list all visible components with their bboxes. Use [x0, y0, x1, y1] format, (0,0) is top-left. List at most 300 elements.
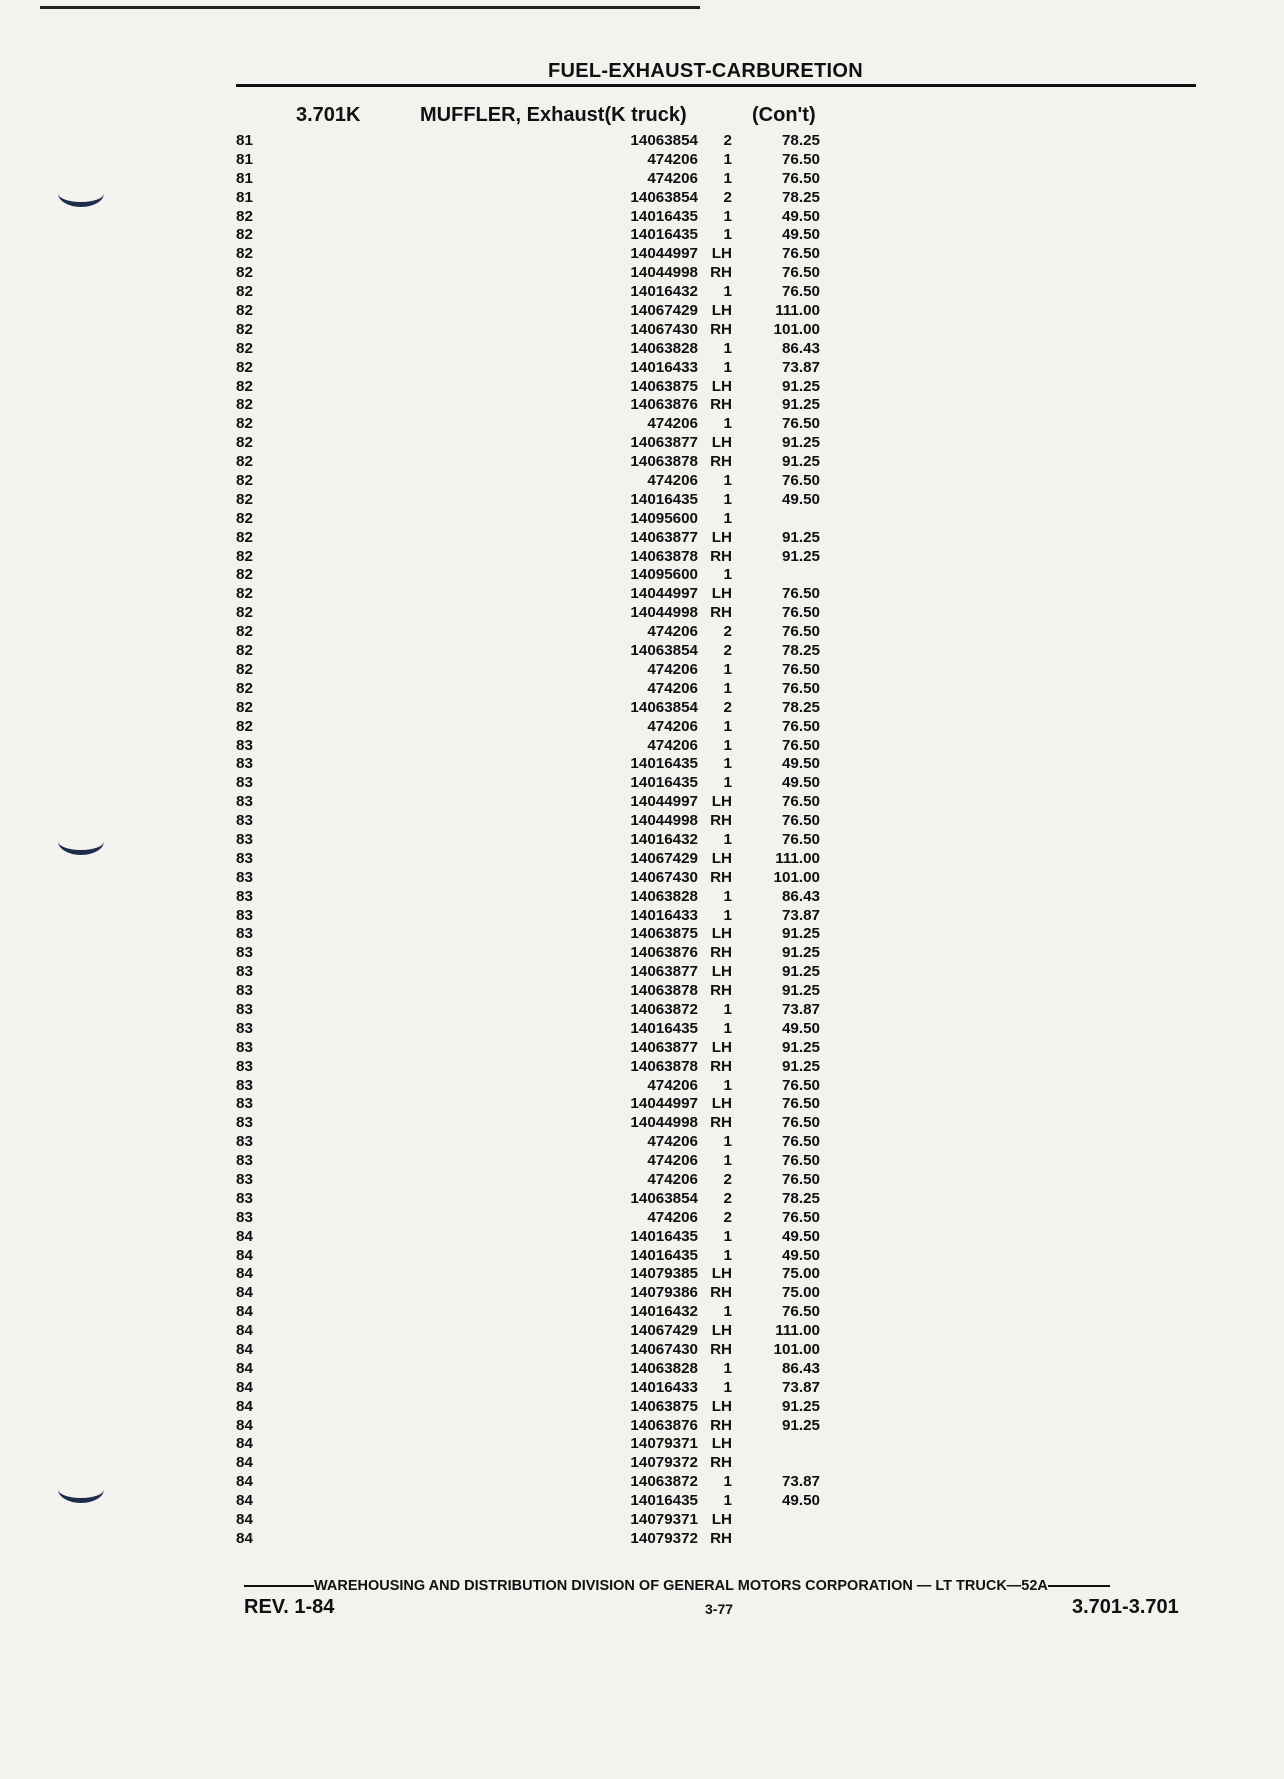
illustration-page: 82 [236, 283, 253, 301]
illustration-page: 83 [236, 736, 253, 754]
price: 49.50 [781, 207, 820, 225]
price: 49.50 [781, 1492, 820, 1510]
illustration-page: 82 [236, 245, 253, 263]
price: 49.50 [781, 755, 820, 773]
quantity: 1 [723, 1492, 732, 1510]
parts-row [236, 1492, 1196, 1511]
quantity: RH [710, 320, 732, 338]
quantity: 1 [723, 415, 732, 433]
price: 76.50 [781, 793, 820, 811]
quantity: 1 [723, 1019, 732, 1037]
part-number: 14063854 [630, 188, 698, 206]
illustration-page: 82 [236, 509, 253, 527]
illustration-page: 84 [236, 1227, 253, 1245]
price: 91.25 [781, 453, 820, 471]
price: 101.00 [773, 320, 820, 338]
part-number: 14063875 [630, 925, 698, 943]
quantity: LH [711, 377, 732, 395]
illustration-page: 82 [236, 698, 253, 716]
parts-row [236, 378, 1196, 397]
price: 86.43 [781, 887, 820, 905]
quantity: LH [711, 585, 732, 603]
parts-row [236, 1379, 1196, 1398]
price: 91.25 [781, 1397, 820, 1415]
price: 91.25 [781, 925, 820, 943]
quantity: LH [711, 849, 732, 867]
parts-row [236, 1171, 1196, 1190]
price: 91.25 [781, 1416, 820, 1434]
illustration-page: 82 [236, 528, 253, 546]
parts-row [236, 1095, 1196, 1114]
parts-row [236, 888, 1196, 907]
quantity: 1 [723, 1000, 732, 1018]
parts-row [236, 302, 1196, 321]
quantity: LH [711, 245, 732, 263]
parts-row [236, 699, 1196, 718]
illustration-page: 83 [236, 1000, 253, 1018]
part-number: 14067430 [630, 1341, 698, 1358]
price: 76.50 [781, 1170, 820, 1188]
parts-row [236, 434, 1196, 453]
part-number: 14067430 [630, 868, 698, 886]
part-number: 474206 [647, 1170, 698, 1188]
quantity: RH [710, 868, 732, 886]
part-number: 474206 [647, 415, 698, 433]
illustration-page: 82 [236, 226, 253, 244]
part-number: 14063828 [630, 1359, 698, 1377]
part-number: 474206 [647, 679, 698, 697]
quantity: RH [710, 982, 732, 1000]
parts-row [236, 982, 1196, 1001]
parts-row [236, 585, 1196, 604]
part-number: 474206 [647, 169, 698, 187]
part-number: 14079371 [630, 1511, 698, 1529]
price: 76.50 [781, 283, 820, 301]
part-number: 474206 [647, 1076, 698, 1094]
part-number: 14079371 [630, 1435, 698, 1453]
parts-row [236, 1228, 1196, 1247]
part-number: 14016432 [630, 830, 698, 848]
parts-row [236, 925, 1196, 944]
quantity: RH [710, 604, 732, 622]
quantity: 1 [723, 1359, 732, 1377]
parts-row [236, 793, 1196, 812]
price: 76.50 [781, 830, 820, 848]
footer-division-line [244, 1578, 1204, 1594]
parts-row [236, 1398, 1196, 1417]
part-number: 14067429 [630, 1322, 698, 1340]
quantity: LH [711, 1322, 732, 1340]
price: 78.25 [781, 698, 820, 716]
illustration-page: 84 [236, 1473, 253, 1491]
price: 91.25 [781, 944, 820, 962]
quantity: 1 [723, 1133, 732, 1151]
illustration-page: 83 [236, 1057, 253, 1075]
price: 91.25 [781, 982, 820, 1000]
price: 76.50 [781, 660, 820, 678]
part-number: 14044998 [630, 812, 698, 830]
quantity: 1 [723, 679, 732, 697]
illustration-page: 82 [236, 679, 253, 697]
part-number: 14079372 [630, 1529, 698, 1547]
parts-row [236, 491, 1196, 510]
illustration-page: 83 [236, 906, 253, 924]
part-number: 14063877 [630, 963, 698, 981]
parts-row [236, 283, 1196, 302]
illustration-page: 84 [236, 1492, 253, 1510]
part-number: 474206 [647, 623, 698, 641]
quantity: LH [711, 1511, 732, 1529]
illustration-page: 84 [236, 1378, 253, 1396]
part-number: 14063877 [630, 528, 698, 546]
price: 49.50 [781, 1227, 820, 1245]
price: 91.25 [781, 963, 820, 981]
part-number: 474206 [647, 1208, 698, 1226]
part-number: 474206 [647, 1133, 698, 1151]
parts-row [236, 642, 1196, 661]
price: 76.50 [781, 623, 820, 641]
quantity: RH [710, 396, 732, 414]
binder-hole-mark [58, 828, 104, 855]
part-number: 14063878 [630, 453, 698, 471]
price: 78.25 [781, 188, 820, 206]
illustration-page: 82 [236, 623, 253, 641]
quantity: 1 [723, 830, 732, 848]
footer-division: WAREHOUSING AND DISTRIBUTION DIVISION OF GENERAL MOTORS CORPORATION — LT TRUCK—52A [314, 1578, 1048, 1594]
price: 91.25 [781, 396, 820, 414]
illustration-page: 83 [236, 1038, 253, 1056]
illustration-page: 84 [236, 1397, 253, 1415]
illustration-page: 82 [236, 358, 253, 376]
illustration-page: 84 [236, 1303, 253, 1321]
quantity: 1 [723, 736, 732, 754]
part-number: 14067429 [630, 849, 698, 867]
parts-row [236, 1284, 1196, 1303]
price: 76.50 [781, 415, 820, 433]
parts-row [236, 944, 1196, 963]
quantity: 2 [723, 642, 732, 660]
price: 76.50 [781, 1133, 820, 1151]
parts-row [236, 718, 1196, 737]
price: 76.50 [781, 1152, 820, 1170]
price: 76.50 [781, 585, 820, 603]
price: 91.25 [781, 528, 820, 546]
parts-row [236, 1435, 1196, 1454]
price: 91.25 [781, 377, 820, 395]
quantity: RH [710, 1529, 732, 1547]
price: 76.50 [781, 736, 820, 754]
part-number: 14063854 [630, 642, 698, 660]
part-number: 14063854 [630, 1189, 698, 1207]
price: 78.25 [781, 642, 820, 660]
binder-hole-mark [58, 180, 104, 207]
parts-row [236, 1133, 1196, 1152]
price: 76.50 [781, 245, 820, 263]
quantity: 1 [723, 226, 732, 244]
page-number: 3-77 [705, 1601, 734, 1617]
illustration-page: 83 [236, 982, 253, 1000]
illustration-page: 82 [236, 604, 253, 622]
illustration-page: 82 [236, 320, 253, 338]
price: 73.87 [781, 1378, 820, 1396]
illustration-page: 84 [236, 1454, 253, 1472]
price: 76.50 [781, 717, 820, 735]
quantity: 2 [723, 1208, 732, 1226]
price: 78.25 [781, 132, 820, 149]
part-number: 14063872 [630, 1473, 698, 1491]
illustration-page: 83 [236, 1208, 253, 1226]
quantity: LH [711, 925, 732, 943]
parts-row [236, 1001, 1196, 1020]
price: 73.87 [781, 1000, 820, 1018]
price: 76.50 [781, 679, 820, 697]
part-number: 14044998 [630, 264, 698, 282]
quantity: 1 [723, 1246, 732, 1264]
quantity: RH [710, 1454, 732, 1472]
part-number: 14016432 [630, 283, 698, 301]
quantity: RH [710, 1114, 732, 1132]
parts-row [236, 1303, 1196, 1322]
section-range: 3.701-3.701 [1072, 1596, 1179, 1618]
illustration-page: 81 [236, 132, 253, 149]
part-number: 14016435 [630, 490, 698, 508]
illustration-page: 84 [236, 1435, 253, 1453]
parts-row [236, 510, 1196, 529]
top-border-line [40, 6, 700, 9]
part-number: 14063876 [630, 944, 698, 962]
price: 76.50 [781, 812, 820, 830]
parts-row [236, 907, 1196, 926]
parts-row [236, 604, 1196, 623]
illustration-page: 83 [236, 849, 253, 867]
parts-row [236, 1360, 1196, 1379]
parts-row [236, 359, 1196, 378]
part-number: 14063878 [630, 1057, 698, 1075]
footer-rule-left [244, 1585, 314, 1587]
part-number: 14016435 [630, 755, 698, 773]
part-number: 14095600 [630, 566, 698, 584]
part-number: 14044997 [630, 245, 698, 263]
price: 76.50 [781, 1303, 820, 1321]
parts-row [236, 1417, 1196, 1436]
illustration-page: 83 [236, 1076, 253, 1094]
parts-row [236, 529, 1196, 548]
parts-row [236, 1454, 1196, 1473]
illustration-page: 84 [236, 1284, 253, 1302]
price: 75.00 [781, 1265, 820, 1283]
quantity: 1 [723, 1378, 732, 1396]
price: 76.50 [781, 1095, 820, 1113]
price: 111.00 [775, 1322, 820, 1340]
price: 76.50 [781, 169, 820, 187]
part-number: 14079385 [630, 1265, 698, 1283]
illustration-page: 84 [236, 1529, 253, 1547]
parts-row [236, 151, 1196, 170]
part-number: 14063875 [630, 1397, 698, 1415]
illustration-page: 82 [236, 717, 253, 735]
quantity: 1 [723, 509, 732, 527]
quantity: LH [711, 1265, 732, 1283]
part-number: 14044997 [630, 1095, 698, 1113]
illustration-page: 83 [236, 1095, 253, 1113]
quantity: 1 [723, 490, 732, 508]
quantity: 1 [723, 774, 732, 792]
quantity: 1 [723, 717, 732, 735]
part-number: 14016435 [630, 207, 698, 225]
price: 73.87 [781, 358, 820, 376]
quantity: RH [710, 1057, 732, 1075]
illustration-page: 81 [236, 150, 253, 168]
parts-row [236, 548, 1196, 567]
footer-rule-right [1048, 1585, 1110, 1587]
parts-row [236, 680, 1196, 699]
part-number: 14063877 [630, 434, 698, 452]
price: 111.00 [775, 849, 820, 867]
illustration-page: 82 [236, 377, 253, 395]
quantity: 1 [723, 906, 732, 924]
quantity: LH [711, 1397, 732, 1415]
part-number: 14044998 [630, 604, 698, 622]
quantity: RH [710, 264, 732, 282]
parts-row [236, 963, 1196, 982]
part-number: 474206 [647, 736, 698, 754]
quantity: 1 [723, 1076, 732, 1094]
illustration-page: 83 [236, 755, 253, 773]
price: 76.50 [781, 150, 820, 168]
illustration-page: 82 [236, 566, 253, 584]
parts-row [236, 1265, 1196, 1284]
part-number: 14044998 [630, 1114, 698, 1132]
illustration-page: 83 [236, 963, 253, 981]
quantity: LH [711, 1435, 732, 1453]
illustration-page: 84 [236, 1246, 253, 1264]
part-number: 474206 [647, 1152, 698, 1170]
parts-row [236, 831, 1196, 850]
quantity: LH [711, 793, 732, 811]
parts-list [236, 132, 1196, 1549]
parts-row [236, 170, 1196, 189]
part-number: 474206 [647, 660, 698, 678]
price: 86.43 [781, 1359, 820, 1377]
quantity: 1 [723, 566, 732, 584]
part-number: 474206 [647, 472, 698, 490]
illustration-page: 82 [236, 396, 253, 414]
part-number: 14063876 [630, 396, 698, 414]
illustration-page: 83 [236, 1114, 253, 1132]
quantity: 1 [723, 358, 732, 376]
parts-row [236, 661, 1196, 680]
quantity: RH [710, 1416, 732, 1434]
parts-row [236, 226, 1196, 245]
price: 76.50 [781, 1114, 820, 1132]
parts-row [236, 1473, 1196, 1492]
quantity: 1 [723, 150, 732, 168]
part-number: 14079386 [630, 1284, 698, 1302]
parts-row [236, 774, 1196, 793]
illustration-page: 83 [236, 868, 253, 886]
quantity: 1 [723, 887, 732, 905]
price: 76.50 [781, 1208, 820, 1226]
illustration-page: 82 [236, 547, 253, 565]
parts-row [236, 472, 1196, 491]
price: 76.50 [781, 472, 820, 490]
parts-row [236, 415, 1196, 434]
illustration-page: 82 [236, 585, 253, 603]
parts-row [236, 132, 1196, 151]
price: 49.50 [781, 774, 820, 792]
illustration-page: 83 [236, 830, 253, 848]
parts-row [236, 189, 1196, 208]
group-code: 3.701K [296, 104, 361, 126]
quantity: 1 [723, 1152, 732, 1170]
illustration-page: 83 [236, 925, 253, 943]
price: 91.25 [781, 1057, 820, 1075]
illustration-page: 82 [236, 207, 253, 225]
quantity: 1 [723, 1227, 732, 1245]
parts-row [236, 1058, 1196, 1077]
part-number: 14063828 [630, 887, 698, 905]
quantity: 1 [723, 1303, 732, 1321]
price: 111.00 [775, 302, 820, 320]
illustration-page: 82 [236, 339, 253, 357]
quantity: 1 [723, 755, 732, 773]
illustration-page: 84 [236, 1341, 253, 1358]
price: 91.25 [781, 1038, 820, 1056]
quantity: 2 [723, 623, 732, 641]
price: 73.87 [781, 1473, 820, 1491]
illustration-page: 81 [236, 188, 253, 206]
illustration-page: 82 [236, 302, 253, 320]
part-number: 14044997 [630, 585, 698, 603]
part-number: 14044997 [630, 793, 698, 811]
illustration-page: 82 [236, 415, 253, 433]
price: 76.50 [781, 1076, 820, 1094]
illustration-page: 83 [236, 887, 253, 905]
quantity: RH [710, 812, 732, 830]
part-number: 14079372 [630, 1454, 698, 1472]
illustration-page: 84 [236, 1359, 253, 1377]
parts-row [236, 1077, 1196, 1096]
illustration-page: 81 [236, 169, 253, 187]
quantity: LH [711, 963, 732, 981]
price: 49.50 [781, 226, 820, 244]
quantity: 1 [723, 207, 732, 225]
part-number: 14016432 [630, 1303, 698, 1321]
part-number: 14063877 [630, 1038, 698, 1056]
illustration-page: 83 [236, 1152, 253, 1170]
revision-label: REV. 1-84 [244, 1596, 335, 1618]
parts-row [236, 850, 1196, 869]
illustration-page: 83 [236, 944, 253, 962]
quantity: LH [711, 302, 732, 320]
section-title: FUEL-EXHAUST-CARBURETION [548, 60, 863, 82]
part-number: 14067430 [630, 320, 698, 338]
parts-row [236, 340, 1196, 359]
part-number: 14063875 [630, 377, 698, 395]
illustration-page: 82 [236, 472, 253, 490]
parts-row [236, 737, 1196, 756]
parts-row [236, 623, 1196, 642]
price: 78.25 [781, 1189, 820, 1207]
group-name: MUFFLER, Exhaust(K truck) [420, 104, 687, 126]
parts-row [236, 1511, 1196, 1530]
parts-row [236, 812, 1196, 831]
part-number: 14016435 [630, 1492, 698, 1510]
quantity: RH [710, 1341, 732, 1358]
quantity: RH [710, 453, 732, 471]
parts-row [236, 1341, 1196, 1360]
illustration-page: 82 [236, 660, 253, 678]
